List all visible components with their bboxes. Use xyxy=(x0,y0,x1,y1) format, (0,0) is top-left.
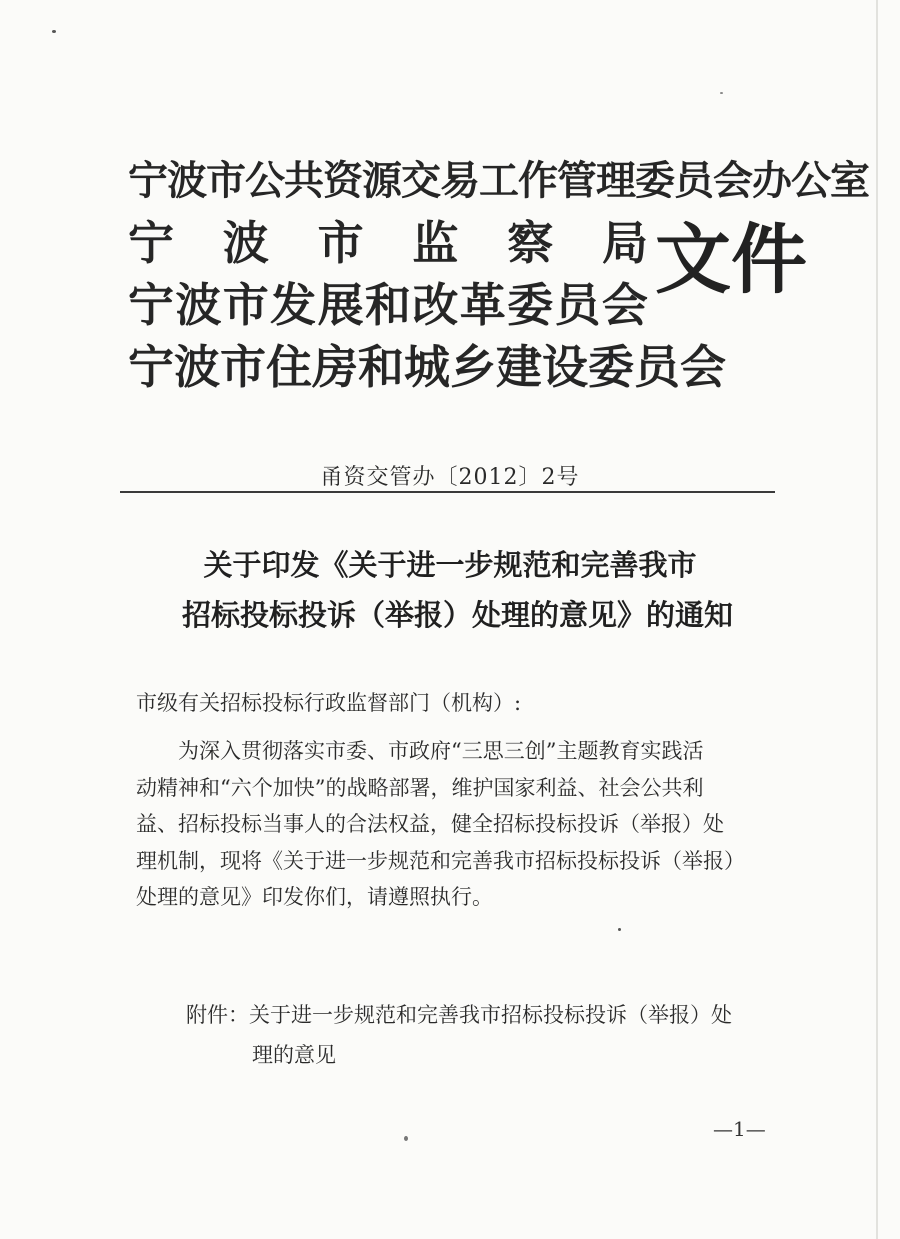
scan-speck xyxy=(618,928,621,931)
issuer-line-1 xyxy=(128,150,869,212)
attachment-note xyxy=(186,995,732,1075)
issuer-line-4: 宁 波 市 住 房 和 城 乡 建 设 委 员 会 xyxy=(128,340,726,394)
document-type-label: 文件 xyxy=(655,215,807,304)
body-paragraph xyxy=(136,733,796,916)
attachment-line-1: 附件：关于进一步规范和完善我市招标投标投诉（举报）处 xyxy=(186,1003,732,1027)
issuer-line-2: 宁 波 市 监 察 局 xyxy=(128,216,648,270)
title-line-2: 招标投标投诉（举报）处理的意见》的通知 xyxy=(181,598,733,632)
scan-speck xyxy=(52,30,56,33)
title-line-1: 关于印发《关于进一步规范和完善我市 xyxy=(203,548,697,582)
document-number: 甬资交管办〔2012〕2号 xyxy=(320,465,580,490)
body-line: 益、招标投标当事人的合法权益，健全招标投标投诉（举报）处 xyxy=(136,812,724,836)
scan-speck xyxy=(404,1136,408,1141)
salutation: 市级有关招标投标行政监督部门（机构）: xyxy=(136,691,522,715)
issuer-name: 宁波市公共资源交易工作管理委员会办公室 xyxy=(128,158,869,204)
header-divider xyxy=(120,491,775,493)
page-number: —1— xyxy=(713,1117,766,1141)
notice-title xyxy=(0,540,900,640)
body-line: 处理的意见》印发你们，请遵照执行。 xyxy=(136,885,493,909)
body-line: 动精神和“六个加快”的战略部署，维护国家利益、社会公共利 xyxy=(136,775,704,800)
body-line: 为深入贯彻落实市委、市政府“三思三创”主题教育实践活 xyxy=(178,739,704,763)
scan-speck xyxy=(720,92,723,94)
attachment-line-2: 理的意见 xyxy=(252,1043,336,1067)
body-line: 理机制，现将《关于进一步规范和完善我市招标投标投诉（举报） xyxy=(136,848,745,873)
issuer-line-3: 宁 波 市 发 展 和 改 革 委 员 会 xyxy=(128,278,648,332)
